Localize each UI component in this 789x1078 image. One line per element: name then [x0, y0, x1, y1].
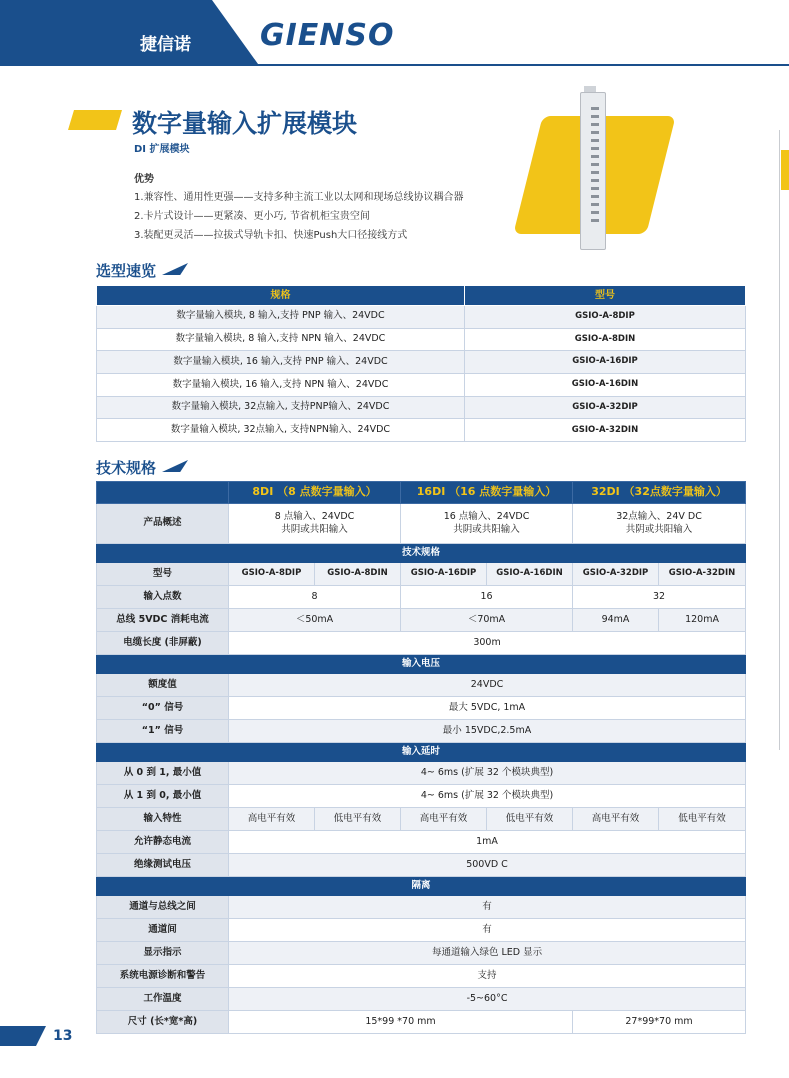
overview-32di — [573, 504, 746, 544]
table-row — [97, 919, 746, 942]
value-cell: 低电平有效 — [315, 808, 401, 831]
table-row — [97, 609, 746, 632]
table-row — [97, 854, 746, 877]
table-row — [97, 785, 746, 808]
row-label: 尺寸 (长*宽*高) — [97, 1011, 229, 1034]
section-header: 输入电压 — [97, 655, 746, 674]
overview-line: 16 点输入、24VDC — [443, 510, 530, 522]
col-header-16di: 16DI （16 点数字量输入） — [401, 482, 573, 504]
tech-spec-table — [96, 481, 746, 1034]
value-cell: 4~ 6ms (扩展 32 个模块典型) — [229, 762, 746, 785]
page-title: 数字量输入扩展模块 — [132, 109, 358, 138]
value-cell: 500VD C — [229, 854, 746, 877]
row-label: 电缆长度 (非屏蔽) — [97, 632, 229, 655]
model-cell: GSIO-A-16DIN — [487, 563, 573, 586]
row-label: 型号 — [97, 563, 229, 586]
spec-cell: 数字量输入模块, 16 输入,支持 NPN 输入、24VDC — [97, 374, 465, 397]
overview-line: 共阴或共阳输入 — [453, 523, 520, 535]
tech-heading: 技术规格 — [96, 459, 157, 477]
page-number: 13 — [53, 1028, 73, 1044]
table-row — [97, 1011, 746, 1034]
selection-heading: 选型速览 — [96, 262, 157, 280]
header-brand-tab — [0, 0, 258, 64]
value-cell: ＜70mA — [401, 609, 573, 632]
row-label: 通道间 — [97, 919, 229, 942]
product-module-image — [580, 92, 606, 250]
overview-line: 共阴或共阳输入 — [625, 523, 693, 535]
table-row — [97, 762, 746, 785]
model-cell: GSIO-A-8DIN — [465, 328, 746, 351]
row-label: 系统电源诊断和警告 — [97, 965, 229, 988]
value-cell: 支持 — [229, 965, 746, 988]
table-row — [97, 419, 746, 442]
value-cell: 120mA — [659, 609, 746, 632]
table-row — [97, 396, 746, 419]
model-cell: GSIO-A-8DIN — [315, 563, 401, 586]
row-label: 显示指示 — [97, 942, 229, 965]
spec-cell: 数字量输入模块, 32点输入, 支持NPN输入、24VDC — [97, 419, 465, 442]
section-header: 输入延时 — [97, 743, 746, 762]
value-cell: 8 — [229, 586, 401, 609]
model-cell: GSIO-A-32DIN — [465, 419, 746, 442]
section-header: 技术规格 — [97, 544, 746, 563]
value-cell: 有 — [229, 896, 746, 919]
selection-table — [96, 285, 746, 442]
row-label: 额度值 — [97, 674, 229, 697]
arrow-icon — [162, 263, 188, 275]
value-cell: 16 — [401, 586, 573, 609]
row-label: 产品概述 — [97, 504, 229, 544]
spec-cell: 数字量输入模块, 8 输入,支持 NPN 输入、24VDC — [97, 328, 465, 351]
value-cell: 最小 15VDC,2.5mA — [229, 720, 746, 743]
row-label: 输入点数 — [97, 586, 229, 609]
value-cell: 4~ 6ms (扩展 32 个模块典型) — [229, 785, 746, 808]
table-row — [97, 674, 746, 697]
overview-line: 共阴或共阳输入 — [281, 523, 348, 535]
table-row — [97, 374, 746, 397]
value-cell: 高电平有效 — [401, 808, 487, 831]
brand-logo: GIENSO — [260, 18, 395, 53]
table-row — [97, 896, 746, 919]
table-row — [97, 351, 746, 374]
value-cell: ＜50mA — [229, 609, 401, 632]
row-label: 绝缘测试电压 — [97, 854, 229, 877]
value-cell: 24VDC — [229, 674, 746, 697]
advantage-item: 3.装配更灵活——拉拔式导轨卡扣、快速Push大口径接线方式 — [134, 230, 408, 241]
corner-cell — [97, 482, 229, 504]
value-cell: -5~60°C — [229, 988, 746, 1011]
value-cell: 高电平有效 — [229, 808, 315, 831]
table-row — [97, 942, 746, 965]
value-cell: 有 — [229, 919, 746, 942]
title-accent-bar — [68, 110, 122, 130]
table-row — [97, 831, 746, 854]
row-label: 工作温度 — [97, 988, 229, 1011]
row-label: “1” 信号 — [97, 720, 229, 743]
table-row — [97, 504, 746, 544]
model-cell: GSIO-A-32DIN — [659, 563, 746, 586]
brand-name-cn: 捷信诺 — [140, 35, 191, 55]
table-row — [97, 306, 746, 329]
value-cell: 低电平有效 — [659, 808, 746, 831]
table-row — [97, 586, 746, 609]
header-divider — [0, 64, 789, 66]
value-cell: 每通道输入绿色 LED 显示 — [229, 942, 746, 965]
value-cell: 94mA — [573, 609, 659, 632]
row-label: 从 0 到 1, 最小值 — [97, 762, 229, 785]
spec-cell: 数字量输入模块, 32点输入, 支持PNP输入、24VDC — [97, 396, 465, 419]
col-header-model: 型号 — [465, 286, 746, 306]
col-header-spec: 规格 — [97, 286, 465, 306]
section-header: 隔离 — [97, 877, 746, 896]
arrow-icon — [162, 460, 188, 472]
value-cell: 300m — [229, 632, 746, 655]
overview-16di — [401, 504, 573, 544]
advantage-item: 2.卡片式设计——更紧凑、更小巧, 节省机柜宝贵空间 — [134, 211, 370, 222]
value-cell: 27*99*70 mm — [573, 1011, 746, 1034]
col-header-32di: 32DI （32点数字量输入） — [573, 482, 746, 504]
row-label: 总线 5VDC 消耗电流 — [97, 609, 229, 632]
value-cell: 最大 5VDC, 1mA — [229, 697, 746, 720]
row-label: 输入特性 — [97, 808, 229, 831]
model-cell: GSIO-A-16DIP — [401, 563, 487, 586]
model-cell: GSIO-A-16DIP — [465, 351, 746, 374]
row-label: “0” 信号 — [97, 697, 229, 720]
row-label: 通道与总线之间 — [97, 896, 229, 919]
row-label: 允许静态电流 — [97, 831, 229, 854]
spec-cell: 数字量输入模块, 8 输入,支持 PNP 输入、24VDC — [97, 306, 465, 329]
model-cell: GSIO-A-32DIP — [573, 563, 659, 586]
spec-cell: 数字量输入模块, 16 输入,支持 PNP 输入、24VDC — [97, 351, 465, 374]
table-row — [97, 328, 746, 351]
side-accent — [781, 150, 789, 190]
value-cell: 高电平有效 — [573, 808, 659, 831]
table-row — [97, 563, 746, 586]
col-header-8di: 8DI （8 点数字量输入） — [229, 482, 401, 504]
table-row — [97, 808, 746, 831]
table-row — [97, 697, 746, 720]
model-cell: GSIO-A-8DIP — [465, 306, 746, 329]
page-subtitle: DI 扩展模块 — [134, 144, 190, 155]
table-row — [97, 965, 746, 988]
row-label: 从 1 到 0, 最小值 — [97, 785, 229, 808]
table-row — [97, 988, 746, 1011]
model-cell: GSIO-A-16DIN — [465, 374, 746, 397]
value-cell: 低电平有效 — [487, 808, 573, 831]
overview-8di — [229, 504, 401, 544]
advantage-item: 1.兼容性、通用性更强——支持多种主流工业以太网和现场总线协议耦合器 — [134, 192, 464, 203]
page-number-tab — [0, 1026, 46, 1046]
model-cell: GSIO-A-8DIP — [229, 563, 315, 586]
value-cell: 1mA — [229, 831, 746, 854]
model-cell: GSIO-A-32DIP — [465, 396, 746, 419]
table-row — [97, 720, 746, 743]
value-cell: 32 — [573, 586, 746, 609]
advantages-heading: 优势 — [134, 174, 154, 185]
side-rule — [779, 130, 789, 750]
overview-line: 32点输入、24V DC — [616, 510, 702, 522]
value-cell: 15*99 *70 mm — [229, 1011, 573, 1034]
table-row — [97, 632, 746, 655]
overview-line: 8 点输入、24VDC — [274, 510, 355, 522]
